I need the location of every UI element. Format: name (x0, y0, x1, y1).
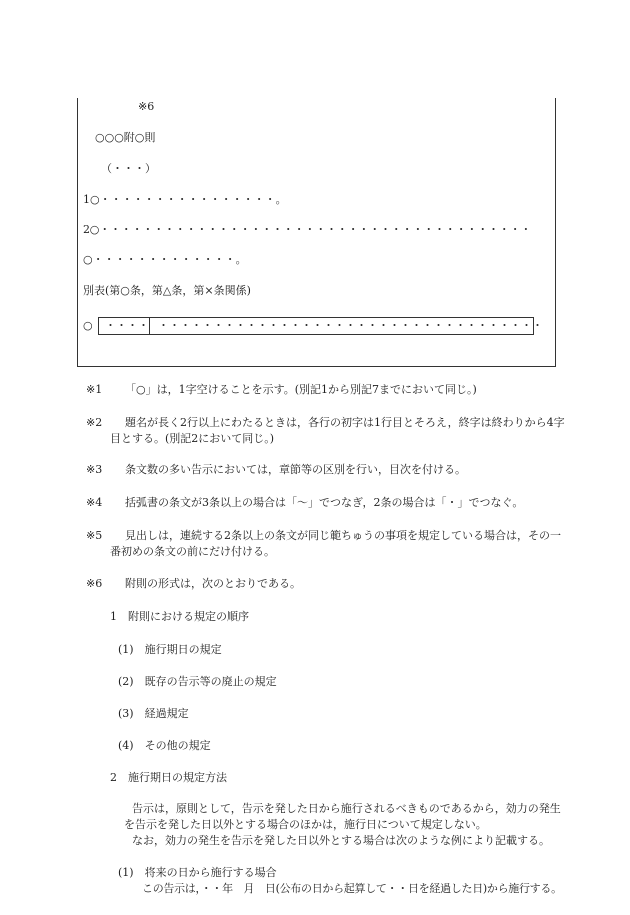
section-2-sub-1-heading: (1) 将来の日から施行する場合 (118, 866, 277, 879)
note-4-mark: ※4 (86, 496, 103, 509)
section-1-item-1: (1) 施行期日の規定 (118, 643, 222, 656)
note-1-mark: ※1 (86, 383, 103, 396)
note-3-text: 条文数の多い告示においては，章節等の区別を行い，目次を付ける。 (125, 463, 466, 476)
section-2-para-1-line-1: 告示は，原則として，告示を発した日から施行されるべきものであるから，効力の発生 (132, 802, 561, 815)
appendix-table (98, 317, 543, 335)
section-1-heading: 1 附則における規定の順序 (110, 610, 249, 623)
box-appendix: 別表(第○条，第△条，第×条関係) (83, 284, 251, 297)
section-1-item-3: (3) 経過規定 (118, 707, 189, 720)
table-cell-2: ・・・・・・・・・・・・・・・・・・・・・・・・・・・・・・・・・・・ (158, 319, 543, 332)
box-item-2: 2○・・・・・・・・・・・・・・・・・・・・・・・・・・・・・・・・・・・・・・・・ (83, 223, 532, 236)
section-2-sub-1-text: この告示は，・・年 月 日(公布の日から起算して・・日を経過した日)から施行する。 (142, 882, 562, 895)
note-4-text: 括弧書の条文が3条以上の場合は「〜」でつなぎ，2条の場合は「・」でつなぐ。 (125, 496, 524, 509)
section-2-para-1-line-2: を告示を発した日以外とする場合のほかは，施行日について規定しない。 (124, 818, 487, 831)
box-title: ○○○附○則 (95, 131, 156, 144)
box-item-1: 1○・・・・・・・・・・・・・・・・。 (83, 193, 287, 206)
note-5-cont: 番初めの条文の前にだけ付ける。 (110, 545, 275, 558)
box-row-circle: ○ (83, 319, 93, 332)
section-1-item-2: (2) 既存の告示等の廃止の規定 (118, 675, 277, 688)
section-2-para-2: なお，効力の発生を告示を発した日以外とする場合は次のような例により記載する。 (132, 834, 550, 847)
box-paren: （・・・） (101, 162, 156, 175)
note-2-mark: ※2 (86, 416, 103, 429)
table-cell-1: ・・・・ (99, 318, 150, 334)
note-3-mark: ※3 (86, 463, 103, 476)
note-5-text: 見出しは，連続する2条以上の条文が同じ範ちゅうの事項を規定している場合は，その一 (125, 529, 561, 542)
note-6-mark: ※6 (86, 577, 103, 590)
note-5-mark: ※5 (86, 529, 103, 542)
box-item-3: ○・・・・・・・・・・・・・。 (83, 253, 247, 266)
note-1-text: 「○」は，1字空けることを示す。(別記1から別記7までにおいて同じ。) (125, 383, 477, 396)
section-1-item-4: (4) その他の規定 (118, 739, 211, 752)
box-mark-6: ※6 (138, 100, 155, 113)
note-2-cont: 目とする。(別記2において同じ。) (110, 432, 275, 445)
note-6-text: 附則の形式は，次のとおりである。 (125, 577, 301, 590)
note-2-text: 題名が長く2行以上にわたるときは，各行の初字は1行目とそろえ，終字は終わりから4字 (125, 416, 565, 429)
section-2-heading: 2 施行期日の規定方法 (110, 771, 227, 784)
